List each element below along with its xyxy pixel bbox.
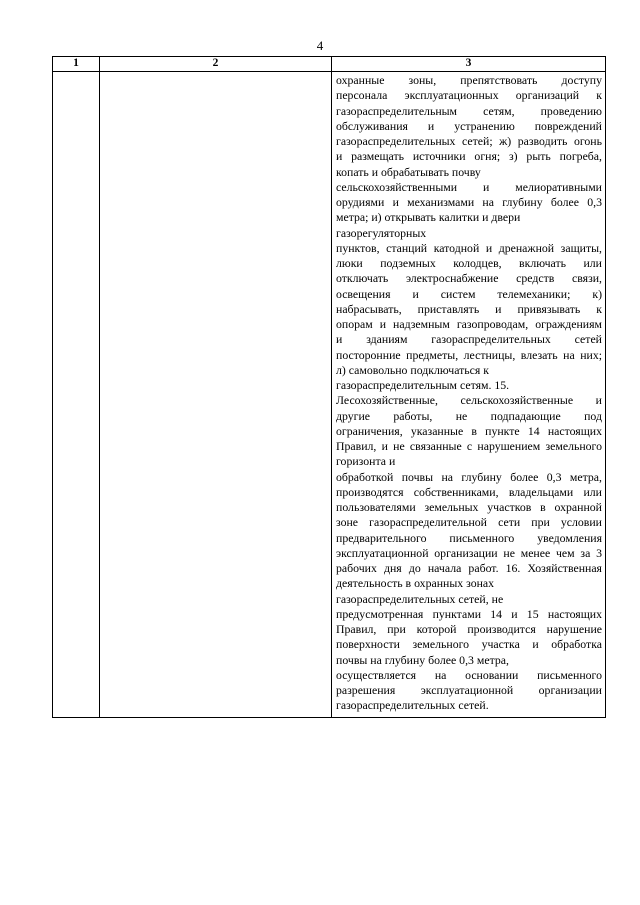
- text-line: газораспределительных сетей, не: [336, 591, 504, 606]
- text-line: газораспределительных сетей; ж) разводить огонь: [336, 134, 602, 148]
- text-line: л) самовольно подключаться к: [336, 362, 490, 377]
- text-line: пользователями земельных участков в охранной: [336, 500, 602, 514]
- text-line: охранные зоны, препятствовать доступу: [336, 73, 602, 87]
- text-line: орудиями и механизмами на глубину более 0,3: [336, 195, 602, 209]
- text-line: посторонние предметы, лестницы, влезать на них;: [336, 347, 602, 362]
- text-line: газораспределительным сетям, проведению: [336, 103, 602, 118]
- table-cell-column-2: [100, 72, 332, 718]
- table-cell-column-1: [53, 72, 100, 718]
- text-line: газораспределительным сетям. 15.: [336, 378, 510, 392]
- text-line: разрешения эксплуатационной организации: [336, 683, 602, 697]
- text-line: люки подземных колодцев, включать или: [336, 256, 602, 270]
- text-line: обработкой почвы на глубину более 0,3 метра,: [336, 469, 602, 484]
- text-line: и зданиям газораспределительных сетей: [336, 332, 602, 347]
- text-line: персонала эксплуатационных организаций к: [336, 88, 602, 103]
- column-header-1: 1: [53, 57, 100, 72]
- text-line: освещения и систем телемеханики; к): [336, 286, 602, 301]
- text-line: Правил, и не связанные с нарушением земельного: [336, 439, 602, 453]
- text-line: и размещать источники огня; з) рыть погреба,: [336, 149, 602, 164]
- text-line: сельскохозяйственными и мелиоративными: [336, 179, 602, 194]
- text-line: другие работы, не подпадающие под: [336, 408, 602, 423]
- text-line: набрасывать, приставлять и привязывать к: [336, 301, 602, 316]
- text-line: рабочих дня до начала работ. 16. Хозяйственная: [336, 561, 602, 575]
- content-table: [52, 56, 606, 718]
- text-line: предварительного письменного уведомления: [336, 530, 602, 545]
- text-line: горизонта и: [336, 454, 396, 469]
- text-line: ограничения, указанные в пункте 14 настоящих: [336, 423, 602, 438]
- text-line: Лесохозяйственные, сельскохозяйственные и: [336, 393, 602, 408]
- text-line: производятся собственниками, владельцами или: [336, 484, 602, 499]
- text-line: предусмотренная пунктами 14 и 15 настоящих: [336, 606, 602, 621]
- text-line: метра; и) открывать калитки и двери: [336, 210, 521, 225]
- text-line: обслуживания и устранению повреждений: [336, 118, 602, 133]
- text-line: осуществляется на основании письменного: [336, 667, 602, 682]
- column-header-2: 2: [100, 57, 332, 72]
- text-line: газораспределительных сетей.: [336, 698, 489, 713]
- text-line: отключать электроснабжение средств связи,: [336, 271, 602, 286]
- text-line: пунктов, станций катодной и дренажной защиты,: [336, 240, 602, 255]
- text-line: опорам и надземным газопроводам, ограждениям: [336, 317, 602, 331]
- text-line: зоне газораспределительной сети при условии: [336, 515, 602, 530]
- table-cell-column-3: [332, 72, 606, 718]
- text-line: деятельность в охранных зонах: [336, 576, 495, 591]
- column-3-text-block: [336, 73, 602, 714]
- text-line: поверхности земельного участка и обработка: [336, 637, 602, 652]
- text-line: Правил, при которой производится нарушение: [336, 622, 602, 636]
- text-line: почвы на глубину более 0,3 метра,: [336, 652, 509, 667]
- text-line: копать и обрабатывать почву: [336, 164, 481, 179]
- page-number: 4: [316, 38, 324, 53]
- text-line: эксплуатационной организации не менее чем за 3: [336, 545, 602, 560]
- table-row: [53, 72, 606, 718]
- column-header-3: 3: [332, 57, 606, 72]
- text-line: газорегуляторных: [336, 225, 427, 240]
- table-header-row: [53, 57, 606, 72]
